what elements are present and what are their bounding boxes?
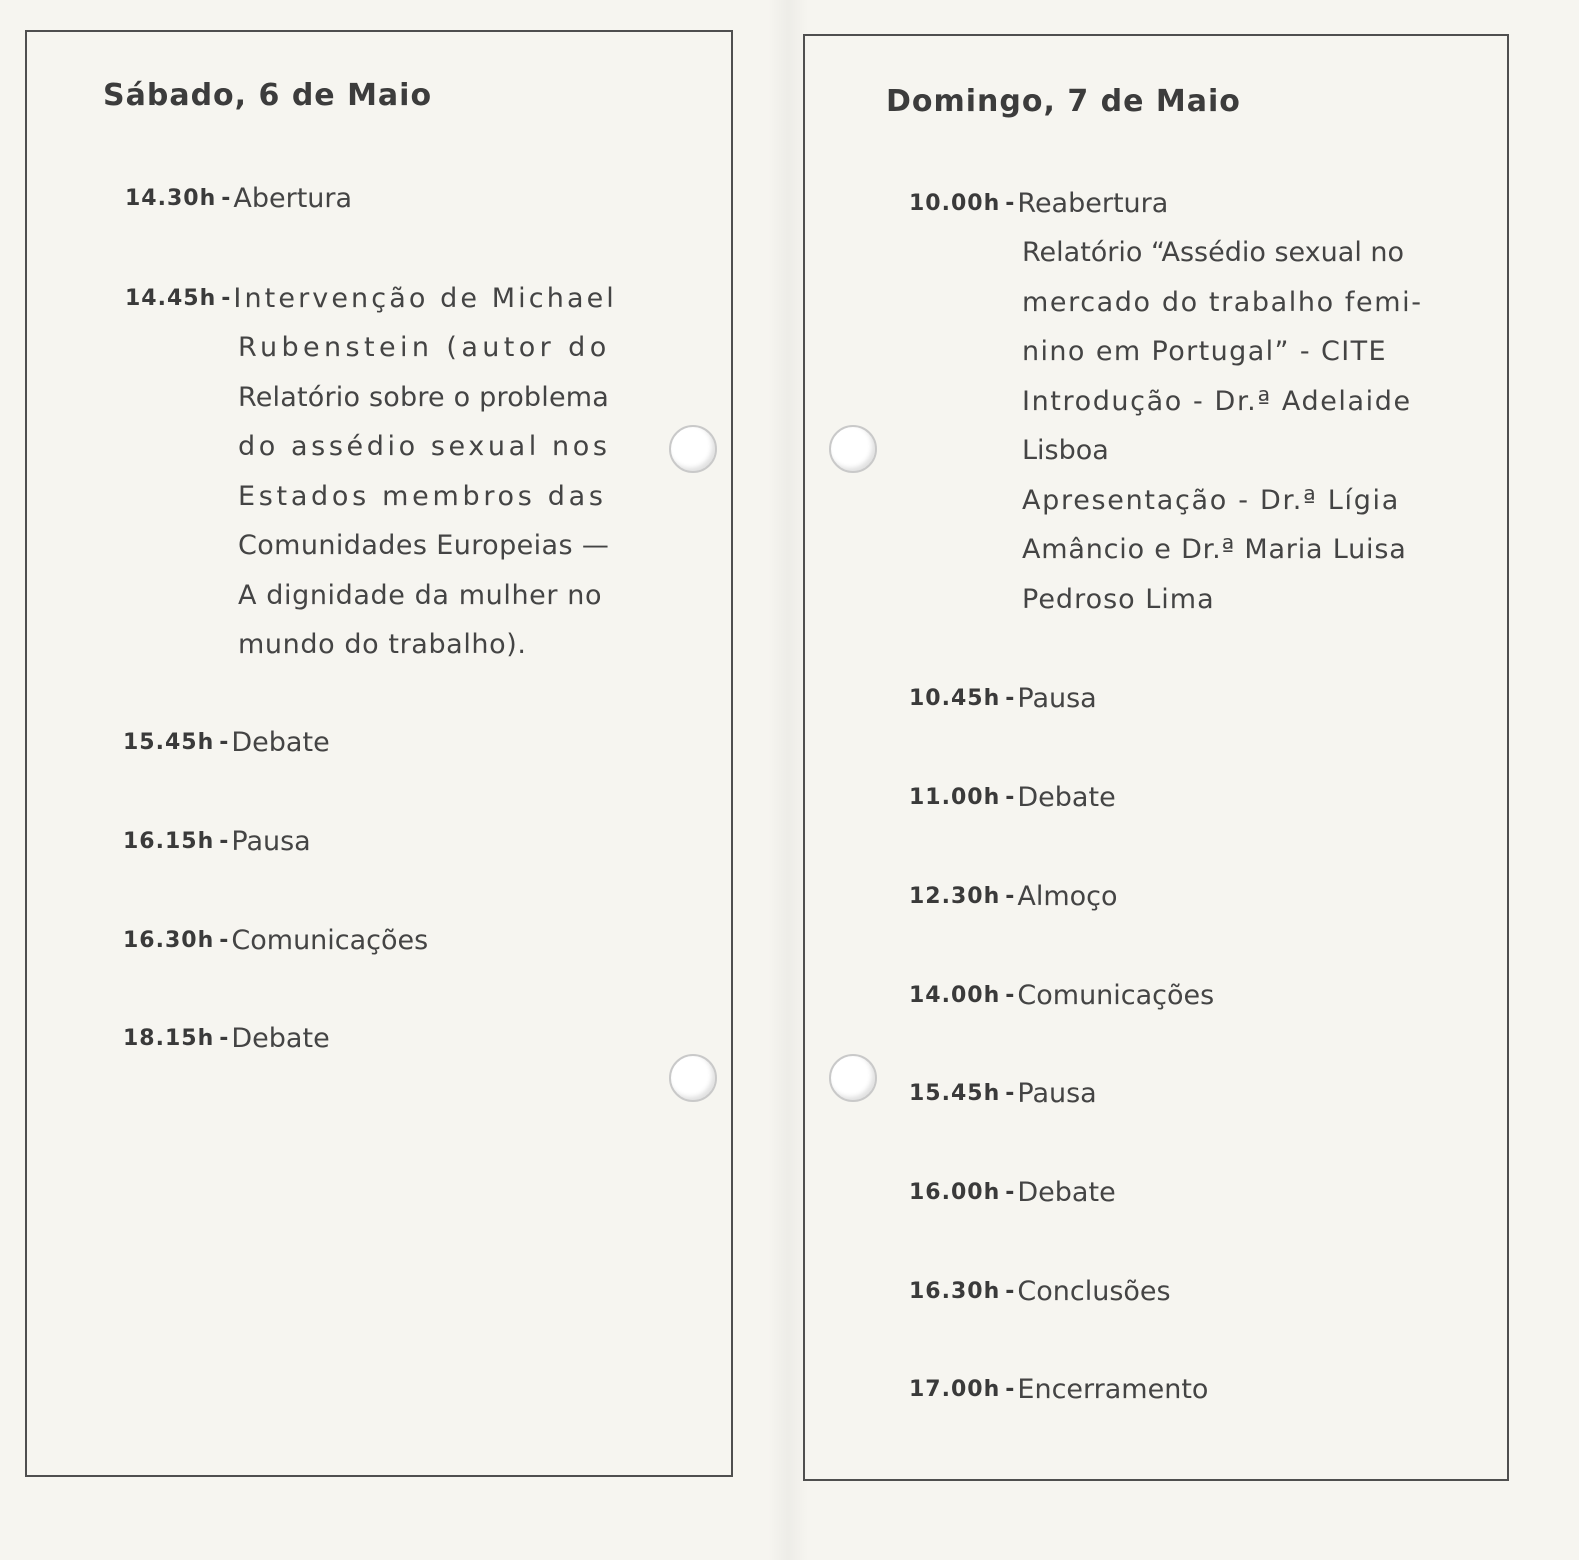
punch-hole [829,1054,877,1102]
item-separator: - [1005,191,1015,216]
item-time: 15.45h [909,1081,1001,1106]
item-label: Comunicações [231,925,429,956]
schedule-item [123,817,311,866]
item-description [1022,228,1424,624]
item-label: Comunicações [1017,980,1215,1011]
schedule-item [909,1168,1116,1217]
item-separator: - [219,829,229,854]
item-time: 16.30h [909,1279,1001,1304]
sunday-panel [803,34,1509,1481]
schedule-item [909,674,1097,723]
item-separator: - [1005,1180,1015,1205]
description-line: Relatório sobre o problema [238,381,610,413]
schedule-item [123,916,428,965]
item-separator: - [221,186,231,211]
description-line: Comunidades Europeias — [238,530,610,561]
item-time: 16.15h [123,829,215,854]
item-time: 10.45h [909,686,1001,711]
item-label: Debate [1017,1177,1116,1208]
item-separator: - [1005,686,1015,711]
schedule-item [125,274,617,323]
item-label: Pausa [231,826,311,857]
item-separator: - [219,1026,229,1051]
saturday-panel [25,30,733,1477]
schedule-item [909,1267,1171,1316]
item-time: 15.45h [123,730,215,755]
description-line: mercado do trabalho femi- [1022,286,1423,318]
item-separator: - [1005,884,1015,909]
item-label: Pausa [1017,683,1097,714]
item-time: 16.30h [123,928,215,953]
item-time: 12.30h [909,884,1001,909]
item-time: 16.00h [909,1180,1001,1205]
schedule-item [909,971,1214,1020]
description-line: Amâncio e Dr.ª Maria Luisa [1022,534,1407,565]
item-separator: - [1005,785,1015,810]
description-line: Estados membros das [238,480,607,512]
item-time: 10.00h [909,191,1001,216]
item-time: 14.45h [125,286,217,311]
item-label: Conclusões [1017,1276,1171,1307]
schedule-item [909,179,1168,228]
schedule-item [123,718,330,767]
punch-hole [829,425,877,473]
page-fold [768,0,808,1560]
item-label: Debate [1017,782,1116,813]
item-label: Encerramento [1017,1374,1209,1405]
item-time: 17.00h [909,1377,1001,1402]
saturday-title: Sábado, 6 de Maio [103,78,433,113]
item-time: 14.30h [125,186,217,211]
description-line: mundo do trabalho). [238,629,527,660]
item-separator: - [1005,1081,1015,1106]
schedule-item [909,1365,1208,1414]
description-line: Rubenstein (autor do [238,332,611,363]
item-label: Debate [231,727,330,758]
item-separator: - [221,286,231,311]
description-line: nino em Portugal” - CITE [1022,336,1388,367]
punch-hole [669,425,717,473]
item-separator: - [219,928,229,953]
schedule-item [909,872,1118,921]
description-line: do assédio sexual nos [238,431,611,462]
item-label: Debate [231,1023,330,1054]
item-separator: - [1005,983,1015,1008]
item-label: Pausa [1017,1078,1097,1109]
description-line: Apresentação - Dr.ª Lígia [1022,484,1400,516]
item-separator: - [1005,1377,1015,1402]
punch-hole [669,1054,717,1102]
item-description [238,323,640,670]
description-line: Lisboa [1022,435,1109,466]
item-time: 18.15h [123,1026,215,1051]
description-line: Pedroso Lima [1022,583,1215,615]
item-label: Abertura [233,183,353,214]
item-label: Intervenção de Michael [233,283,617,314]
item-time: 14.00h [909,983,1001,1008]
item-label: Reabertura [1017,188,1169,219]
item-separator: - [219,730,229,755]
schedule-item [909,1069,1097,1118]
sunday-title: Domingo, 7 de Maio [886,84,1241,119]
description-line: Relatório “Assédio sexual no [1022,237,1405,268]
item-label: Almoço [1017,881,1118,912]
item-time: 11.00h [909,785,1001,810]
description-line: Introdução - Dr.ª Adelaide [1022,385,1412,417]
item-separator: - [1005,1279,1015,1304]
schedule-item [125,174,352,223]
schedule-item [123,1014,330,1063]
description-line: A dignidade da mulher no [238,579,603,611]
schedule-item [909,773,1116,822]
